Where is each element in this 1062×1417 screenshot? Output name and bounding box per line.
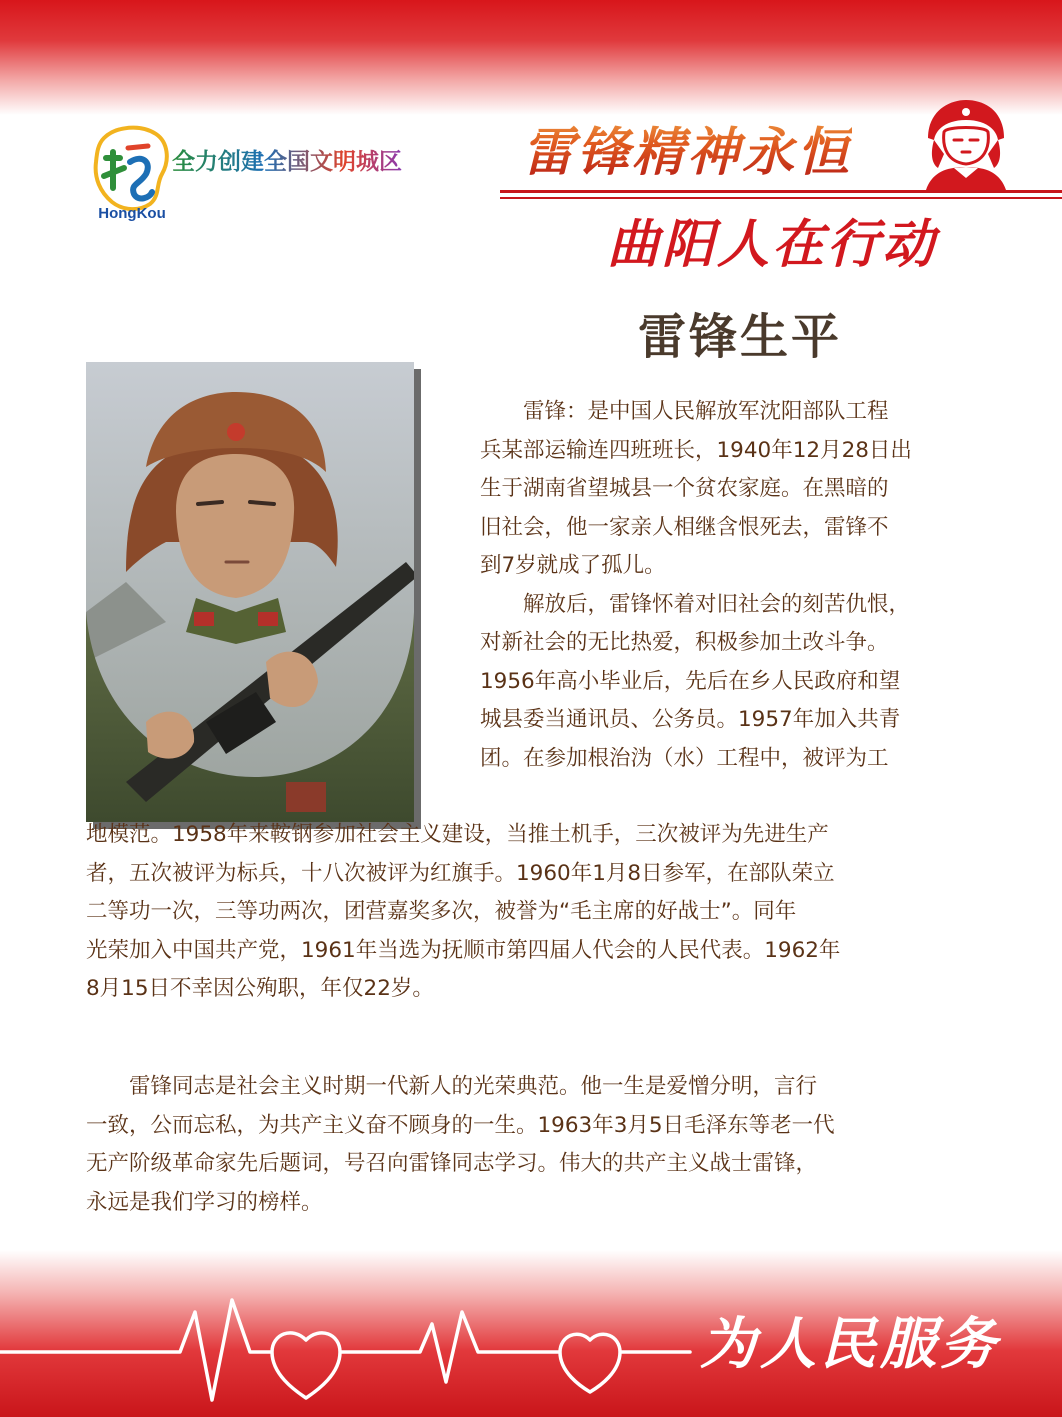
text-line: 城县委当通讯员、公务员。1957年加入共青	[480, 707, 901, 732]
text-line: 旧社会，他一家亲人相继含恨死去，雷锋不	[480, 514, 889, 540]
text-line: 对新社会的无比热爱，积极参加土改斗争。	[480, 630, 889, 655]
page-title: 雷锋生平	[638, 309, 843, 365]
text-line: 兵某部运输连四班班长，1940年12月28日出	[480, 437, 912, 463]
header-rule	[500, 190, 1062, 193]
text-line: 8月15日不幸因公殉职，年仅22岁。	[86, 976, 434, 1001]
text-line: 雷锋同志是社会主义时期一代新人的光荣典范。他一生是爱憎分明，言行	[129, 1074, 818, 1099]
header-rule-thin	[500, 197, 1062, 199]
civilization-slogan: 全力创建全国文明城区	[172, 143, 402, 176]
text-line: 地模范。1958年来鞍钢参加社会主义建设，当推土机手，三次被评为先进生产	[86, 822, 829, 847]
text-line: 者，五次被评为标兵，十八次被评为红旗手。1960年1月8日参军，在部队荣立	[86, 860, 835, 886]
text-line: 雷锋：是中国人民解放军沈阳部队工程	[523, 399, 889, 424]
text-line: 永远是我们学习的榜样。	[86, 1189, 323, 1215]
logo-caption: HongKou	[98, 205, 166, 222]
top-red-band	[0, 0, 1062, 115]
text-line: 光荣加入中国共产党，1961年当选为抚顺市第四届人代会的人民代表。1962年	[86, 937, 841, 963]
text-line: 1956年高小毕业后，先后在乡人民政府和望	[480, 668, 901, 694]
slogan-line-1: 雷锋精神永恒	[522, 110, 852, 185]
paragraph-1	[480, 393, 912, 778]
text-line: 团。在参加根治沩（水）工程中，被评为工	[480, 745, 889, 771]
serve-the-people-slogan: 为人民服务	[700, 1311, 1000, 1377]
text-line: 到7岁就成了孤儿。	[480, 553, 666, 578]
paragraph-2-continued	[86, 816, 840, 1009]
slogan-line-2: 曲阳人在行动	[607, 214, 938, 275]
text-line: 生于湖南省望城县一个贫农家庭。在黑暗的	[480, 476, 889, 501]
soldier-photo	[86, 362, 414, 822]
paragraph-3	[86, 1068, 835, 1222]
text-line: 解放后，雷锋怀着对旧社会的刻苦仇恨，	[523, 591, 911, 617]
text-line: 无产阶级革命家先后题词，号召向雷锋同志学习。伟大的共产主义战士雷锋，	[86, 1151, 818, 1176]
text-line: 一致，公而忘私，为共产主义奋不顾身的一生。1963年3月5日毛泽东等老一代	[86, 1112, 835, 1138]
text-line: 二等功一次，三等功两次，团营嘉奖多次，被誉为“毛主席的好战士”。同年	[86, 899, 797, 924]
lei-feng-portrait-icon	[918, 98, 1014, 190]
